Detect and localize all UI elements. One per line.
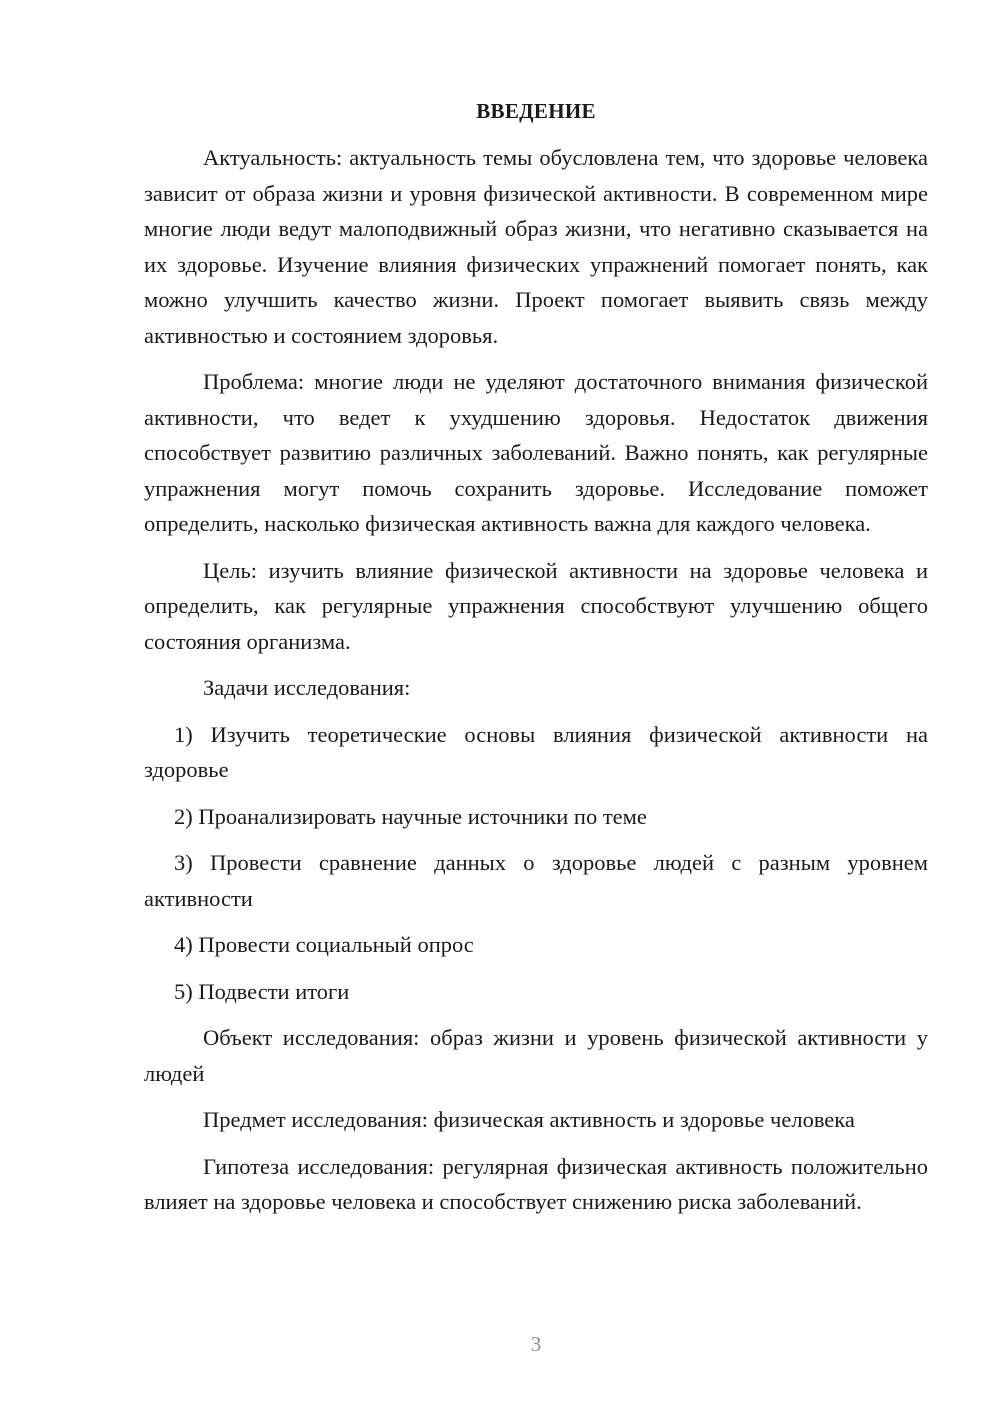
tasks-heading: Задачи исследования: <box>203 675 411 700</box>
relevance-paragraph: Актуальность: актуальность темы обусловлена тем, что здоровье человека зависит от образа жизни и уровня физической активности. В современном мире многие люди ведут малоподвижный образ жизни, что негативно сказывается на их здоровье. Изучение влияния физических упражнений помогает понять, как можно улучшить качество жизни. Проект помогает выявить связь между активностью и состоянием здоровья. <box>144 145 928 348</box>
subject-paragraph: Предмет исследования: физическая активность и здоровье человека <box>203 1107 855 1132</box>
page-title: ВВЕДЕНИЕ <box>476 99 596 123</box>
task-item: 2) Проанализировать научные источники по теме <box>174 803 647 829</box>
task-item: 4) Провести социальный опрос <box>174 932 474 957</box>
task-item: 5) Подвести итоги <box>174 978 350 1004</box>
task-item: 1) Изучить теоретические основы влияния физической активности на здоровье <box>144 721 928 782</box>
hypothesis-paragraph: Гипотеза исследования: регулярная физическая активность положительно влияет на здоровье человека и способствует снижению риска заболеваний. <box>144 1153 928 1214</box>
problem-paragraph: Проблема: многие люди не уделяют достаточного внимания физической активности, что ведет к ухудшению здоровья. Недостаток движения способствует развитию различных заболеваний. Важно понять, как регулярные упражнения могут помочь сохранить здоровье. Исследование поможет определить, насколько физическая активность важна для каждого человека. <box>144 369 928 536</box>
object-paragraph: Объект исследования: образ жизни и уровень физической активности у людей <box>144 1025 928 1086</box>
page-number: 3 <box>530 1332 542 1356</box>
page-content <box>144 96 928 1220</box>
goal-paragraph: Цель: изучить влияние физической активности на здоровье человека и определить, как регулярные упражнения способствуют улучшению общего состояния организма. <box>144 557 928 654</box>
task-item: 3) Провести сравнение данных о здоровье людей с разным уровнем активности <box>144 850 928 911</box>
